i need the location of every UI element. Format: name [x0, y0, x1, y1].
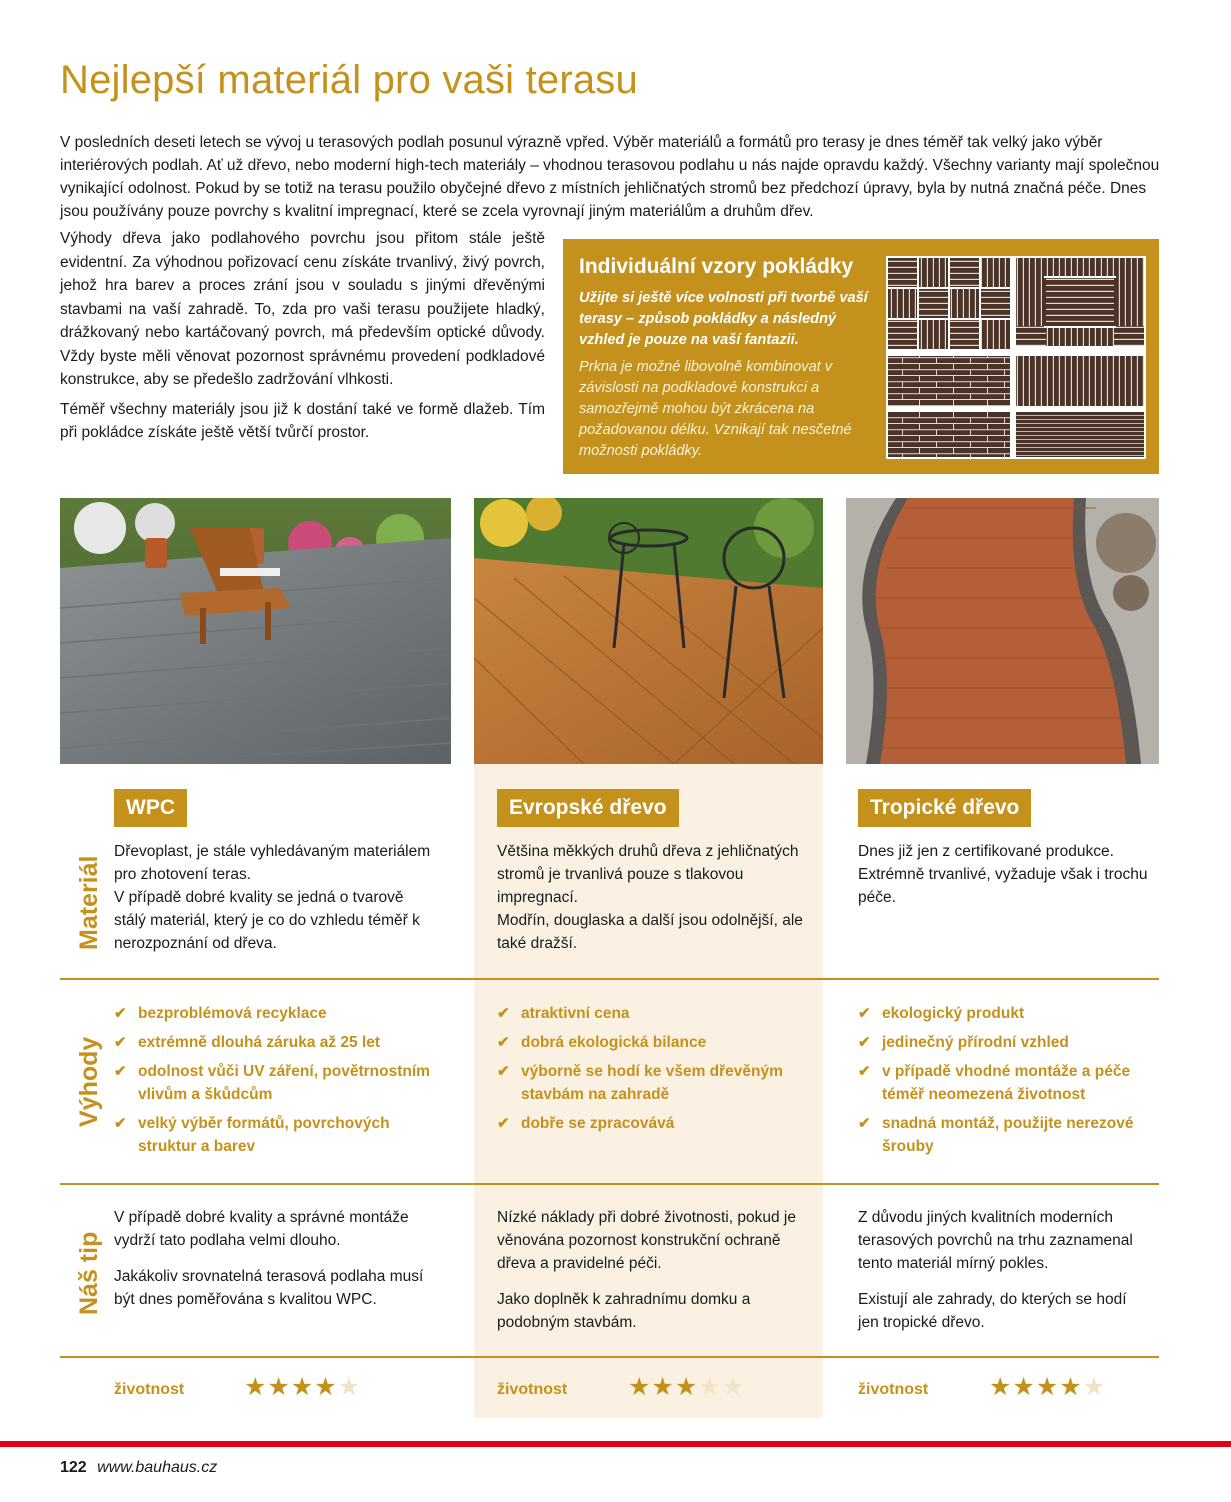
list-item: ✔ atraktivní cena	[497, 1002, 809, 1025]
star-empty-icon: ★	[337, 1373, 362, 1401]
star-filled-icon: ★	[290, 1373, 315, 1401]
material-line: Modřín, douglaska a další jsou odolnější, ale také dražší.	[497, 912, 803, 952]
tropical-rating	[989, 1373, 1106, 1401]
european-wood-label: Evropské dřevo	[497, 789, 679, 827]
promo-body: Prkna je možné libovolně kombinovat v závislosti na podkladové konstrukci a samozřejmě mohou být zkrácena na požadovanou délku. Vznikají tak nesčetné možnosti pokládky.	[579, 359, 852, 459]
divider	[60, 978, 1159, 980]
tip-paragraph: V případě dobré kvality a správné montáže vydrží tato podlaha velmi dlouho.	[114, 1209, 409, 1249]
footer-bar	[0, 1441, 1231, 1447]
website-url: www.bauhaus.cz	[97, 1459, 218, 1476]
star-filled-icon: ★	[314, 1373, 338, 1401]
star-empty-icon: ★	[698, 1373, 722, 1401]
wpc-advantages-list	[114, 1002, 444, 1164]
wpc-tip-text	[114, 1206, 444, 1324]
lifetime-label: životnost	[114, 1381, 185, 1398]
page-number: 122	[60, 1459, 87, 1476]
list-item: ✔ výborně se hodí ke všem dřevěným stavbám na zahradě	[497, 1060, 809, 1106]
tip-paragraph: Jakákoliv srovnatelná terasová podlaha musí být dnes poměřována s kvalitou WPC.	[114, 1268, 424, 1308]
star-filled-icon: ★	[628, 1373, 652, 1401]
list-item: ✔ odolnost vůči UV záření, povětrnostním vlivům a škůdcům	[114, 1060, 444, 1106]
list-item: ✔ dobře se zpracovává	[497, 1112, 809, 1135]
tip-paragraph: Jako doplněk k zahradnímu domku a podobným stavbám.	[497, 1291, 751, 1331]
page-title: Nejlepší materiál pro vaši terasu	[60, 58, 638, 102]
star-filled-icon: ★	[651, 1373, 675, 1401]
material-line: Většina měkkých druhů dřeva z jehličnatých stromů je trvanlivá pouze s tlakovou impregnací.	[497, 843, 799, 906]
promo-title: Individuální vzory pokládky	[579, 255, 854, 278]
tropical-wood-terrace-photo	[846, 498, 1159, 764]
divider	[60, 1356, 1159, 1358]
star-filled-icon: ★	[989, 1373, 1013, 1401]
row-label-advantages: Výhody	[75, 1036, 103, 1127]
tropical-wood-label: Tropické dřevo	[858, 789, 1031, 827]
material-line: Dřevoplast, je stále vyhledávaným materiálem pro zhotovení teras.	[114, 843, 431, 883]
tip-paragraph: Z důvodu jiných kvalitních moderních terasových povrchů na trhu zaznamenal tento materiál mírný pokles.	[858, 1209, 1133, 1272]
star-filled-icon: ★	[1059, 1373, 1083, 1401]
star-filled-icon: ★	[267, 1373, 291, 1401]
list-item: ✔ jedinečný přírodní vzhled	[858, 1031, 1158, 1054]
list-item: ✔ bezproblémová recyklace	[114, 1002, 444, 1025]
star-filled-icon: ★	[244, 1373, 268, 1401]
european-rating	[628, 1373, 745, 1401]
wpc-terrace-photo	[60, 498, 451, 764]
lifetime-label: životnost	[858, 1381, 929, 1398]
european-tip-text	[497, 1206, 809, 1347]
list-item: ✔ snadná montáž, použijte nerezové šrouby	[858, 1112, 1158, 1158]
tip-paragraph: Nízké náklady při dobré životnosti, pokud je věnována pozornost konstrukční ochraně dřeva a pravidelné péči.	[497, 1209, 796, 1272]
tip-paragraph: Existují ale zahrady, do kterých se hodí jen tropické dřevo.	[858, 1291, 1127, 1331]
star-filled-icon: ★	[674, 1373, 699, 1401]
material-line: V případě dobré kvality se jedná o tvarově stálý materiál, který je co do vzhledu téměř k nerozpoznání od dřeva.	[114, 889, 420, 952]
promo-box	[563, 239, 1159, 474]
list-item: ✔ extrémně dlouhá záruka až 25 let	[114, 1031, 444, 1054]
laying-pattern-illustration	[886, 256, 1146, 459]
wpc-label: WPC	[114, 789, 187, 827]
list-item: ✔ ekologický produkt	[858, 1002, 1158, 1025]
list-item: ✔ v případě vhodné montáže a péče téměř neomezená životnost	[858, 1060, 1158, 1106]
lifetime-label: životnost	[497, 1381, 568, 1398]
european-material-text	[497, 840, 809, 955]
wpc-rating	[244, 1373, 361, 1401]
divider	[60, 1183, 1159, 1185]
european-wood-terrace-photo	[474, 498, 823, 764]
material-line: Dnes již jen z certifikované produkce. Extrémně trvanlivé, vyžaduje však i trochu péče.	[858, 843, 1148, 906]
footer	[60, 1459, 217, 1477]
left-column	[60, 227, 545, 451]
tropical-advantages-list	[858, 1002, 1158, 1164]
list-item: ✔ dobrá ekologická bilance	[497, 1031, 809, 1054]
left-paragraph: Výhody dřeva jako podlahového povrchu jsou přitom stále ještě evidentní. Za výhodnou pořizovací cenu získáte trvanlivý, živý povrch, jehož hra barev a proces zrání jsou v souladu s jinými dřevěnými stavbami na vaší zahradě. To, zda pro vaši terasu použijete hladký, drážkovaný nebo kartáčovaný povrch, má především optické důvody. Vždy byste měli věnovat pozornost správnému provedení podkladové konstrukce, aby se předešlo zadržování vlhkosti.	[60, 230, 545, 388]
star-filled-icon: ★	[1035, 1373, 1060, 1401]
row-label-tip: Náš tip	[75, 1231, 103, 1315]
left-paragraph: Téměř všechny materiály jsou již k dostání také ve formě dlažeb. Tím při pokládce získáte ještě větší tvůrčí prostor.	[60, 400, 545, 441]
star-filled-icon: ★	[1012, 1373, 1036, 1401]
intro-paragraph: V posledních deseti letech se vývoj u terasových podlah posunul výrazně vpřed. Výběr materiálů a formátů pro terasy je dnes téměř tak velký jako výběr interiérových podlah. Ať už dřevo, nebo moderní high-tech materiály – vhodnou terasovou podlahu u nás najde opravdu každý. Všechny varianty mají společnou vynikající odolnost. Pokud by se totiž na terasu použilo obyčejné dřevo z místních jehličnatých stromů bez předchozí úpravy, byla by nutná značná péče. Dnes jsou používány pouze povrchy s kvalitní impregnací, které se zcela vyrovnají jiným materiálům a druhům dřev.	[60, 134, 1160, 220]
list-item: ✔ velký výběr formátů, povrchových struktur a barev	[114, 1112, 444, 1158]
row-label-material: Materiál	[75, 855, 103, 950]
wpc-material-text	[114, 840, 434, 955]
tropical-material-text	[858, 840, 1148, 909]
european-advantages-list	[497, 1002, 809, 1141]
star-empty-icon: ★	[1082, 1373, 1107, 1401]
tropical-tip-text	[858, 1206, 1148, 1347]
star-empty-icon: ★	[721, 1373, 746, 1401]
promo-lead: Užijte si ještě více volnosti při tvorbě vaší terasy – způsob pokládky a následný vzhled je pouze na vaší fantazii.	[579, 290, 868, 348]
